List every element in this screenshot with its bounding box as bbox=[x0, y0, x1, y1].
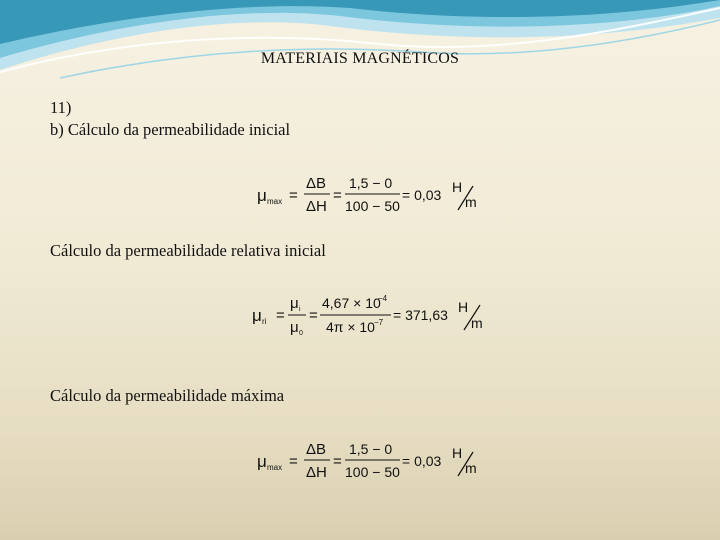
eq2-result: = 371,63 bbox=[393, 307, 448, 323]
eq3-lhs-sub: max bbox=[267, 463, 283, 472]
equation-permeabilidade-maxima bbox=[255, 438, 485, 486]
eq2-frac2-den-exp: −7 bbox=[374, 318, 384, 327]
eq3-frac2-num: 1,5 − 0 bbox=[349, 441, 393, 457]
eq3-frac1-num: ΔB bbox=[306, 441, 327, 458]
eq1-frac2-den: 100 − 50 bbox=[345, 198, 400, 214]
eq1-lhs-symbol: μ bbox=[257, 186, 267, 205]
eq2-unit-den: m bbox=[471, 315, 483, 331]
eq2-frac1-num-sub: i bbox=[299, 306, 301, 313]
eq1-equals-2: = bbox=[333, 187, 342, 204]
eq2-lhs-sub: ri bbox=[262, 317, 267, 326]
eq1-frac1-num: ΔB bbox=[306, 175, 327, 192]
eq3-frac1-den: ΔH bbox=[306, 464, 327, 481]
slide-title: MATERIAIS MAGNÉTICOS bbox=[260, 50, 460, 67]
eq3-unit-den: m bbox=[465, 460, 477, 476]
eq1-equals: = bbox=[289, 187, 298, 204]
eq3-equals-2: = bbox=[333, 453, 342, 470]
section-relativa-heading: Cálculo da permeabilidade relativa inicial bbox=[50, 241, 326, 260]
eq2-equals: = bbox=[276, 307, 285, 324]
section-maxima-heading: Cálculo da permeabilidade máxima bbox=[50, 386, 285, 405]
eq2-frac2-den: 4π × 10 bbox=[326, 319, 375, 335]
eq1-unit-den: m bbox=[465, 194, 477, 210]
eq2-frac1-den-sub: 0 bbox=[299, 330, 303, 337]
header-wave-decoration bbox=[0, 0, 720, 90]
eq1-result: = 0,03 bbox=[402, 187, 442, 203]
eq1-frac1-den: ΔH bbox=[306, 198, 327, 215]
eq2-frac1-num: μ bbox=[290, 295, 299, 312]
eq3-equals: = bbox=[289, 453, 298, 470]
eq3-result: = 0,03 bbox=[402, 453, 442, 469]
item-b-heading: b) Cálculo da permeabilidade inicial bbox=[50, 120, 291, 139]
eq3-frac2-den: 100 − 50 bbox=[345, 464, 400, 480]
eq2-frac1-den: μ bbox=[290, 319, 299, 336]
eq3-unit-num: H bbox=[452, 445, 463, 461]
eq2-frac2-num-exp: −4 bbox=[378, 294, 388, 303]
eq1-lhs-sub: max bbox=[267, 197, 283, 206]
eq2-unit-num: H bbox=[458, 299, 469, 315]
item-number: 11) bbox=[50, 98, 72, 117]
equation-permeabilidade-relativa bbox=[250, 290, 495, 342]
eq3-lhs-symbol: μ bbox=[257, 452, 267, 471]
eq1-unit-num: H bbox=[452, 179, 463, 195]
equation-permeabilidade-inicial bbox=[255, 172, 485, 220]
eq2-frac2-num: 4,67 × 10 bbox=[322, 295, 381, 311]
eq2-equals-2: = bbox=[309, 307, 318, 324]
eq2-lhs-symbol: μ bbox=[252, 306, 262, 325]
eq1-frac2-num: 1,5 − 0 bbox=[349, 175, 393, 191]
